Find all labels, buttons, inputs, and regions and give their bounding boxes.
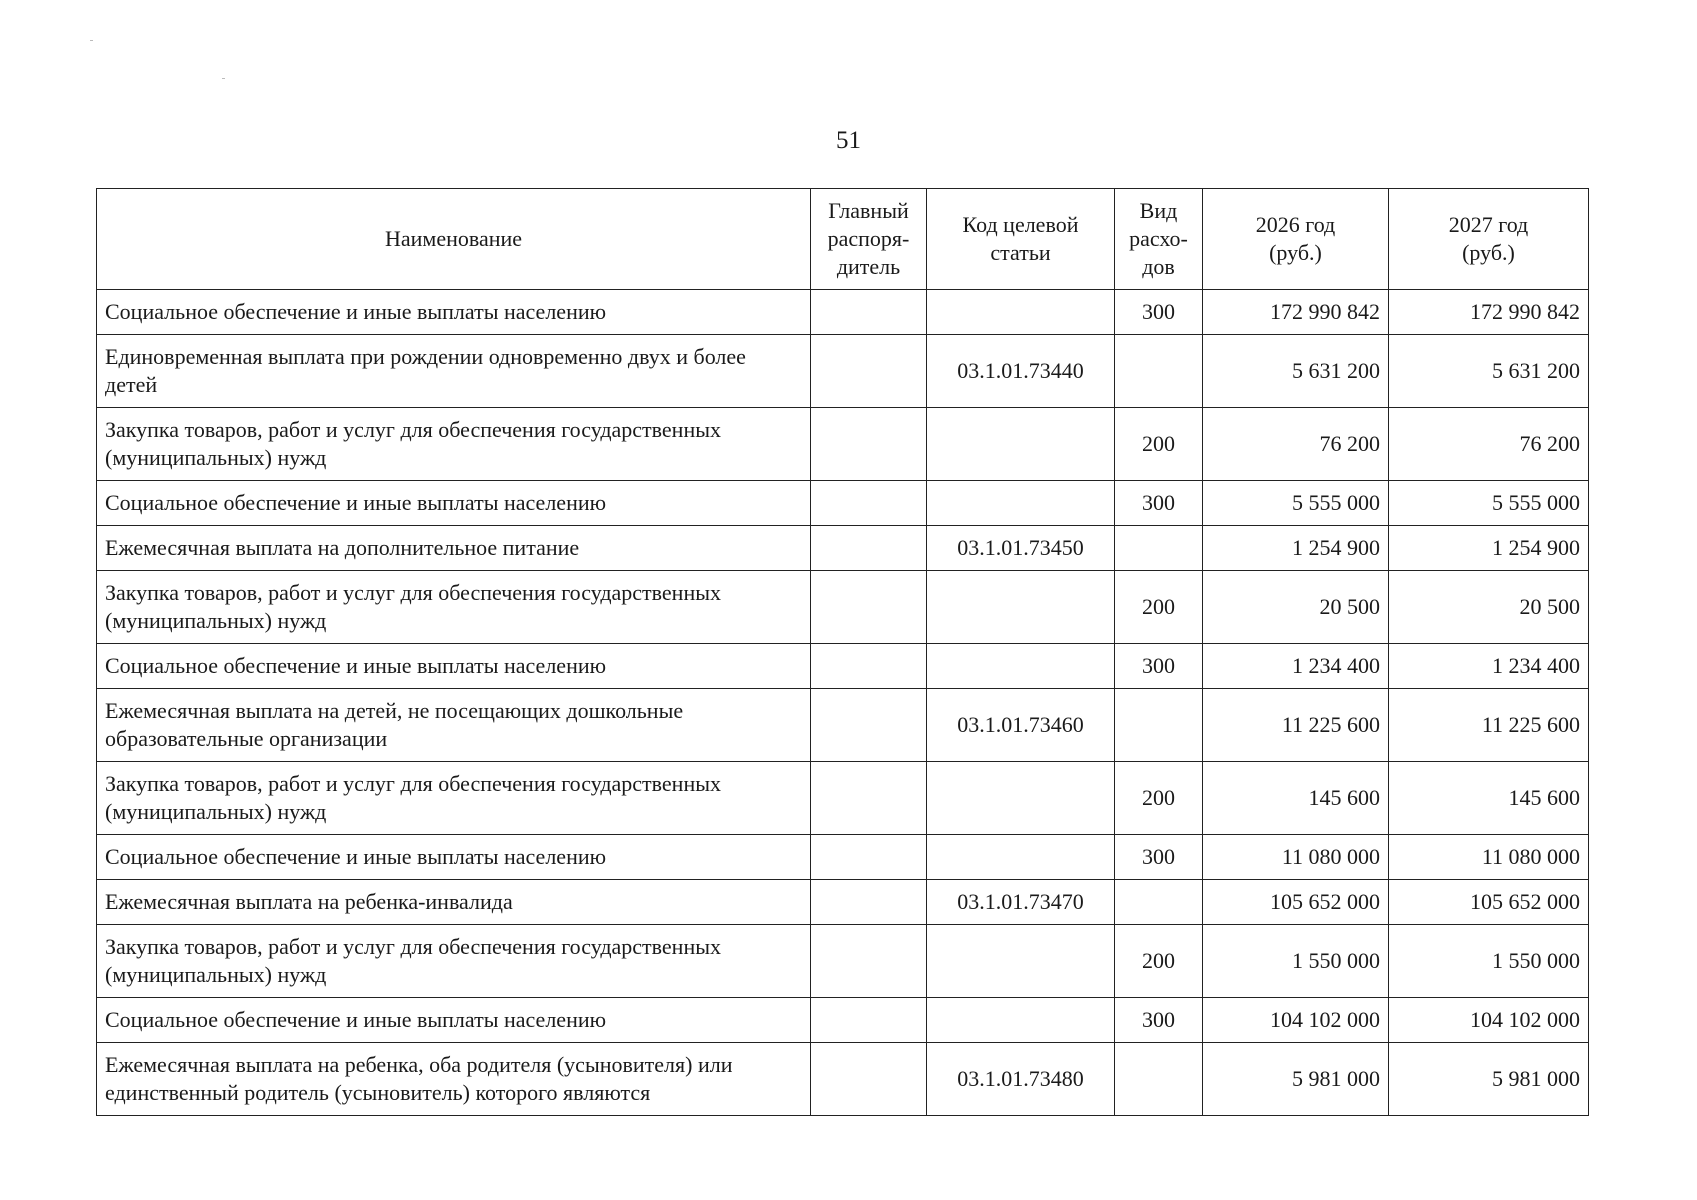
cell-name: Закупка товаров, работ и услуг для обеспечения государственных (муниципальных) нужд [97, 408, 811, 481]
cell-name: Закупка товаров, работ и услуг для обеспечения государственных (муниципальных) нужд [97, 925, 811, 998]
cell-kind: 300 [1115, 998, 1203, 1043]
table-body [97, 290, 1589, 1116]
cell-manager [811, 689, 927, 762]
cell-code [927, 481, 1115, 526]
cell-2027: 11 080 000 [1389, 835, 1589, 880]
table-row [97, 290, 1589, 335]
cell-kind: 200 [1115, 408, 1203, 481]
cell-2027: 145 600 [1389, 762, 1589, 835]
cell-code: 03.1.01.73460 [927, 689, 1115, 762]
header-2026: 2026 год (руб.) [1203, 189, 1389, 290]
table-header-row [97, 189, 1589, 290]
cell-2026: 1 254 900 [1203, 526, 1389, 571]
cell-name: Ежемесячная выплата на дополнительное питание [97, 526, 811, 571]
cell-kind [1115, 689, 1203, 762]
cell-kind [1115, 880, 1203, 925]
cell-2026: 20 500 [1203, 571, 1389, 644]
page-number: 51 [836, 127, 861, 154]
cell-kind [1115, 335, 1203, 408]
cell-manager [811, 762, 927, 835]
cell-name: Ежемесячная выплата на ребенка, оба родителя (усыновителя) или единственный родитель (усыновитель) которого являются [97, 1043, 811, 1116]
cell-2026: 1 550 000 [1203, 925, 1389, 998]
cell-code: 03.1.01.73440 [927, 335, 1115, 408]
table-row [97, 644, 1589, 689]
cell-2027: 5 555 000 [1389, 481, 1589, 526]
cell-name: Социальное обеспечение и иные выплаты населению [97, 644, 811, 689]
cell-2027: 1 254 900 [1389, 526, 1589, 571]
cell-code [927, 925, 1115, 998]
cell-code [927, 644, 1115, 689]
cell-2027: 5 981 000 [1389, 1043, 1589, 1116]
cell-name: Закупка товаров, работ и услуг для обеспечения государственных (муниципальных) нужд [97, 571, 811, 644]
cell-code [927, 290, 1115, 335]
table-row [97, 880, 1589, 925]
cell-kind [1115, 1043, 1203, 1116]
cell-2026: 5 981 000 [1203, 1043, 1389, 1116]
table-row [97, 835, 1589, 880]
cell-manager [811, 1043, 927, 1116]
cell-name: Социальное обеспечение и иные выплаты населению [97, 998, 811, 1043]
cell-name: Социальное обеспечение и иные выплаты населению [97, 481, 811, 526]
cell-name: Единовременная выплата при рождении одновременно двух и более детей [97, 335, 811, 408]
cell-code [927, 998, 1115, 1043]
cell-2026: 172 990 842 [1203, 290, 1389, 335]
table-row [97, 689, 1589, 762]
cell-2027: 1 550 000 [1389, 925, 1589, 998]
table-row [97, 1043, 1589, 1116]
cell-manager [811, 571, 927, 644]
cell-2027: 172 990 842 [1389, 290, 1589, 335]
cell-2026: 5 555 000 [1203, 481, 1389, 526]
table-row [97, 925, 1589, 998]
table-row [97, 526, 1589, 571]
cell-2027: 105 652 000 [1389, 880, 1589, 925]
cell-2026: 76 200 [1203, 408, 1389, 481]
cell-name: Социальное обеспечение и иные выплаты населению [97, 290, 811, 335]
cell-2026: 105 652 000 [1203, 880, 1389, 925]
cell-2027: 104 102 000 [1389, 998, 1589, 1043]
cell-2026: 145 600 [1203, 762, 1389, 835]
table-row [97, 408, 1589, 481]
header-kind: Вид расхо- дов [1115, 189, 1203, 290]
cell-2026: 5 631 200 [1203, 335, 1389, 408]
header-name: Наименование [97, 189, 811, 290]
table-row [97, 571, 1589, 644]
cell-name: Социальное обеспечение и иные выплаты населению [97, 835, 811, 880]
cell-manager [811, 526, 927, 571]
cell-kind: 300 [1115, 290, 1203, 335]
cell-manager [811, 835, 927, 880]
cell-code [927, 571, 1115, 644]
cell-kind: 200 [1115, 925, 1203, 998]
cell-name: Закупка товаров, работ и услуг для обеспечения государственных (муниципальных) нужд [97, 762, 811, 835]
cell-manager [811, 644, 927, 689]
cell-name: Ежемесячная выплата на детей, не посещающих дошкольные образовательные организации [97, 689, 811, 762]
cell-manager [811, 335, 927, 408]
cell-kind: 200 [1115, 571, 1203, 644]
cell-2027: 1 234 400 [1389, 644, 1589, 689]
cell-manager [811, 880, 927, 925]
cell-manager [811, 998, 927, 1043]
header-manager: Главный распоря- дитель [811, 189, 927, 290]
cell-code [927, 762, 1115, 835]
cell-kind [1115, 526, 1203, 571]
cell-2027: 11 225 600 [1389, 689, 1589, 762]
cell-code: 03.1.01.73450 [927, 526, 1115, 571]
cell-2026: 11 225 600 [1203, 689, 1389, 762]
cell-code [927, 408, 1115, 481]
cell-code [927, 835, 1115, 880]
scan-speck [222, 78, 225, 79]
cell-2027: 76 200 [1389, 408, 1589, 481]
cell-2027: 20 500 [1389, 571, 1589, 644]
header-code: Код целевой статьи [927, 189, 1115, 290]
cell-kind: 300 [1115, 481, 1203, 526]
cell-kind: 300 [1115, 835, 1203, 880]
cell-2026: 1 234 400 [1203, 644, 1389, 689]
cell-code: 03.1.01.73480 [927, 1043, 1115, 1116]
header-2027: 2027 год (руб.) [1389, 189, 1589, 290]
table-row [97, 998, 1589, 1043]
cell-name: Ежемесячная выплата на ребенка-инвалида [97, 880, 811, 925]
cell-manager [811, 925, 927, 998]
budget-table [96, 188, 1589, 1116]
cell-2026: 11 080 000 [1203, 835, 1389, 880]
cell-manager [811, 408, 927, 481]
cell-2026: 104 102 000 [1203, 998, 1389, 1043]
table-row [97, 762, 1589, 835]
scan-speck [90, 40, 93, 41]
table-row [97, 481, 1589, 526]
cell-code: 03.1.01.73470 [927, 880, 1115, 925]
cell-manager [811, 290, 927, 335]
cell-kind: 300 [1115, 644, 1203, 689]
cell-2027: 5 631 200 [1389, 335, 1589, 408]
cell-manager [811, 481, 927, 526]
cell-kind: 200 [1115, 762, 1203, 835]
table-row [97, 335, 1589, 408]
